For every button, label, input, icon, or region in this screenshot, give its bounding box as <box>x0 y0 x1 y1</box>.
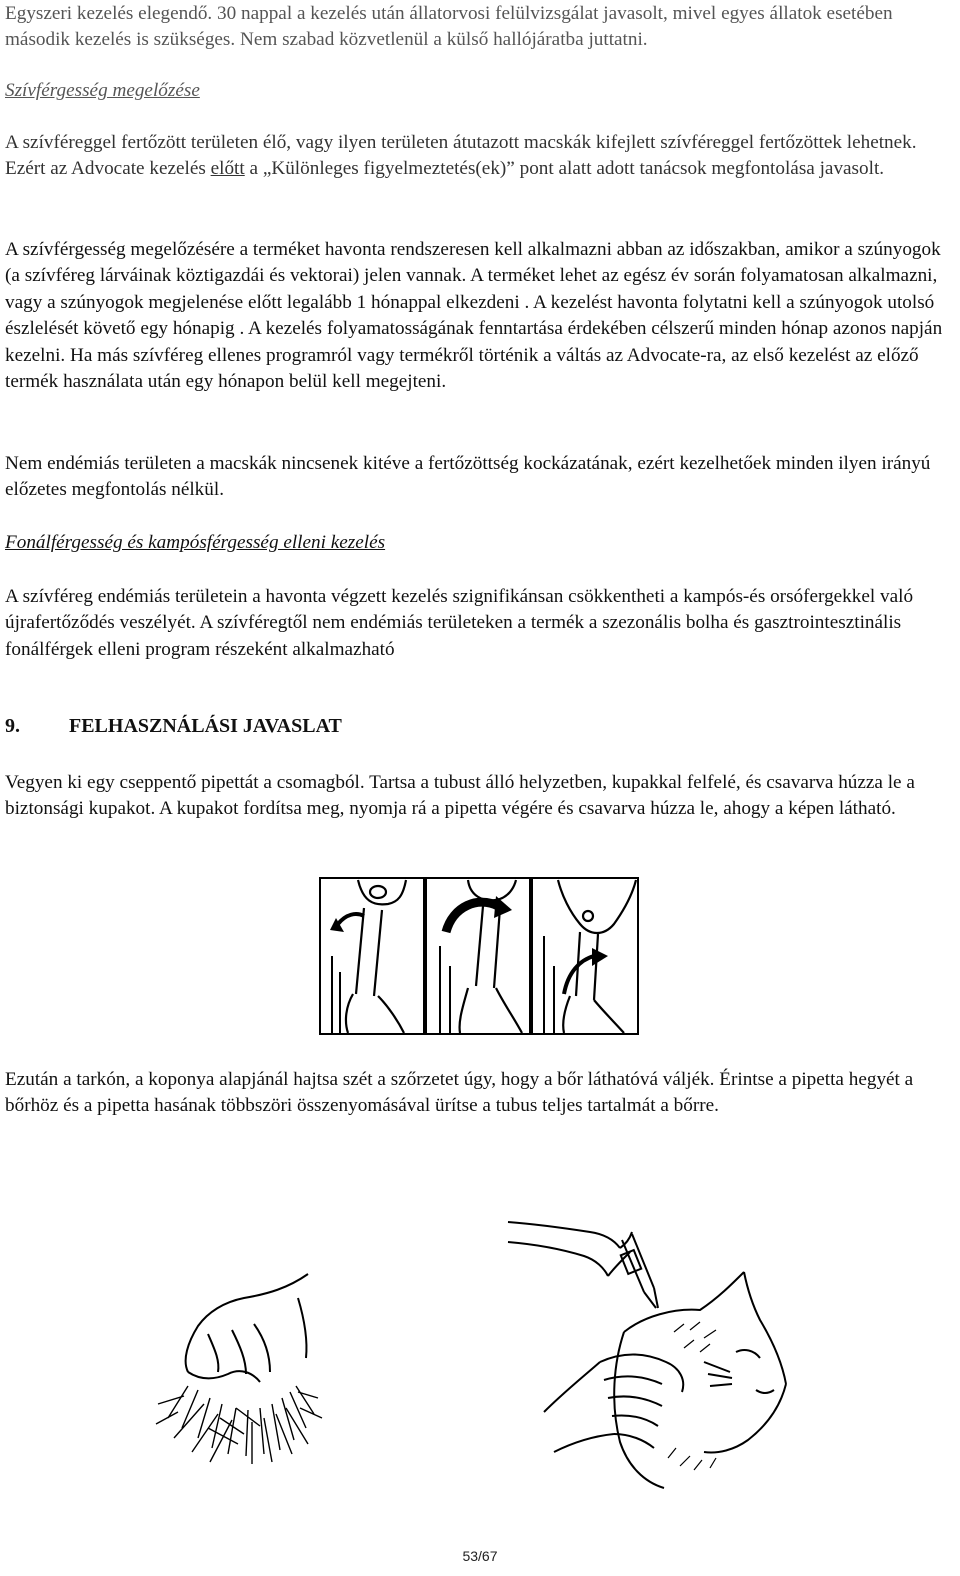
heading-heartworm-prevention: Szívférgesség megelőzése <box>5 80 200 101</box>
paragraph-endemic-treatment: A szívféreg endémiás területein a havonta végzett kezelés szignifikánsan csökkentheti a kampós-és orsófergekkel való újrafertőződés veszélyét. A szívféregtől nem endémiás területeken a termék a szezonális bolha és gasztrointesztinális fonálférgek elleni program részeként alkalmazható <box>5 586 914 660</box>
paragraph-non-endemic: Nem endémiás területen a macskák nincsenek kitéve a fertőzöttség kockázatának, ezért kezelhetőek minden ilyen irányú előzetes megfontolás nélkül. <box>5 453 931 501</box>
paragraph-pipette-instructions: Vegyen ki egy cseppentő pipettát a csomagból. Tartsa a tubust álló helyzetben, kupakkal felfelé, és csavarva húzza le a biztonsági kupakot. A kupakot fordítsa meg, nyomja rá a pipetta végére és csavarva húzza le, ahogy a képen látható. <box>5 772 915 820</box>
paragraph-prevention-schedule: A szívférgesség megelőzésére a terméket havonta rendszeresen kell alkalmazni abban az időszakban, amikor a szúnyogok (a szívféreg lárváinak köztigazdái és vektorai) jelen vannak. A terméket lehet az egész év során folyamatosan alkalmazni, vagy a szúnyogok megjelenése előtt legalább 1 hónappal elkezdeni . A kezelést havonta folytatni kell a szúnyogok utolsó észlelését követő egy hónapig . A kezelés folyamatosságának fenntartása érdekében célszerű minden hónap azonos napján kezelni. Ha más szívféreg ellenes programról vagy termékről történik a váltás az Advocate-ra, az első kezelést az előző termék használata után egy hónapon belül kell megejteni. <box>5 239 943 393</box>
section-title: FELHASZNÁLÁSI JAVASLAT <box>69 715 342 737</box>
pipette-opening-illustration <box>318 876 640 1036</box>
parting-fur-illustration <box>148 1268 328 1468</box>
paragraph-infected-cats-b: Ezért az Advocate kezelés <box>5 158 211 180</box>
applying-pipette-to-cat-illustration <box>504 1212 794 1492</box>
paragraph-infected-cats <box>5 130 955 183</box>
section-heading-9 <box>5 715 342 738</box>
paragraph-application-instructions: Ezután a tarkón, a koponya alapjánál hajtsa szét a szőrzetet úgy, hogy a bőr láthatóvá váljék. Érintse a pipetta hegyét a bőrhöz és a pipetta hasának többszöri összenyomásával ürítse a tubus teljes tartalmát a bőrre. <box>5 1069 914 1117</box>
section-number: 9. <box>5 715 20 737</box>
heading-roundworm-hookworm: Fonálférgesség és kampósférgesség elleni kezelés <box>5 532 386 553</box>
underlined-before: előtt <box>210 158 245 180</box>
paragraph-single-treatment: Egyszeri kezelés elegendő. 30 nappal a kezelés után állatorvosi felülvizsgálat javasolt, mivel egyes állatok esetében második kezelés is szükséges. Nem szabad közvetlenül a külső hallójáratba juttatni. <box>5 3 893 51</box>
page-number: 53/67 <box>462 1548 498 1564</box>
paragraph-infected-cats-c: a „Különleges figyelmeztetés(ek)” pont alatt adott tanácsok megfontolása javasolt. <box>244 158 885 180</box>
paragraph-infected-cats-a: A szívféreggel fertőzött területen élő, vagy ilyen területen átutazott macskák kifejlett szívféreggel fertőzöttek lehetnek. <box>5 132 917 153</box>
